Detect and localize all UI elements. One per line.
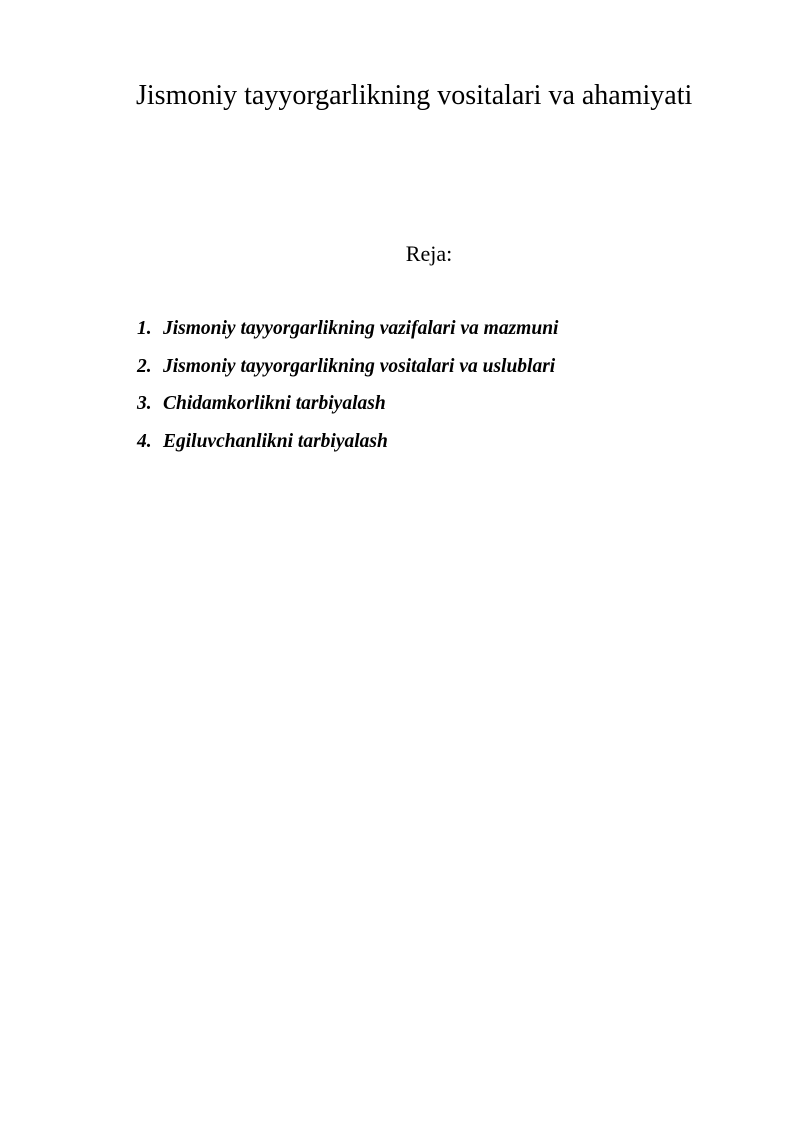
document-title: Jismoniy tayyorgarlikning vositalari va ahamiyati: [136, 80, 693, 111]
plan-item-text: Jismoniy tayyorgarlikning vazifalari va mazmuni: [163, 318, 559, 339]
plan-item-1: [137, 310, 558, 348]
plan-item-text: Jismoniy tayyorgarlikning vositalari va uslublari: [163, 355, 556, 377]
plan-item-number: 3.: [137, 393, 152, 414]
plan-item-2: [137, 348, 558, 386]
plan-heading: Reja:: [405, 241, 453, 266]
plan-list: [137, 310, 558, 460]
plan-item-number: 1.: [137, 318, 152, 339]
plan-item-number: 2.: [137, 355, 152, 377]
plan-item-4: [137, 423, 558, 461]
plan-item-text: Egiluvchanlikni tarbiyalash: [163, 430, 388, 452]
plan-item-3: [137, 385, 558, 423]
plan-item-number: 4.: [137, 430, 152, 452]
plan-item-text: Chidamkorlikni tarbiyalash: [163, 393, 386, 414]
